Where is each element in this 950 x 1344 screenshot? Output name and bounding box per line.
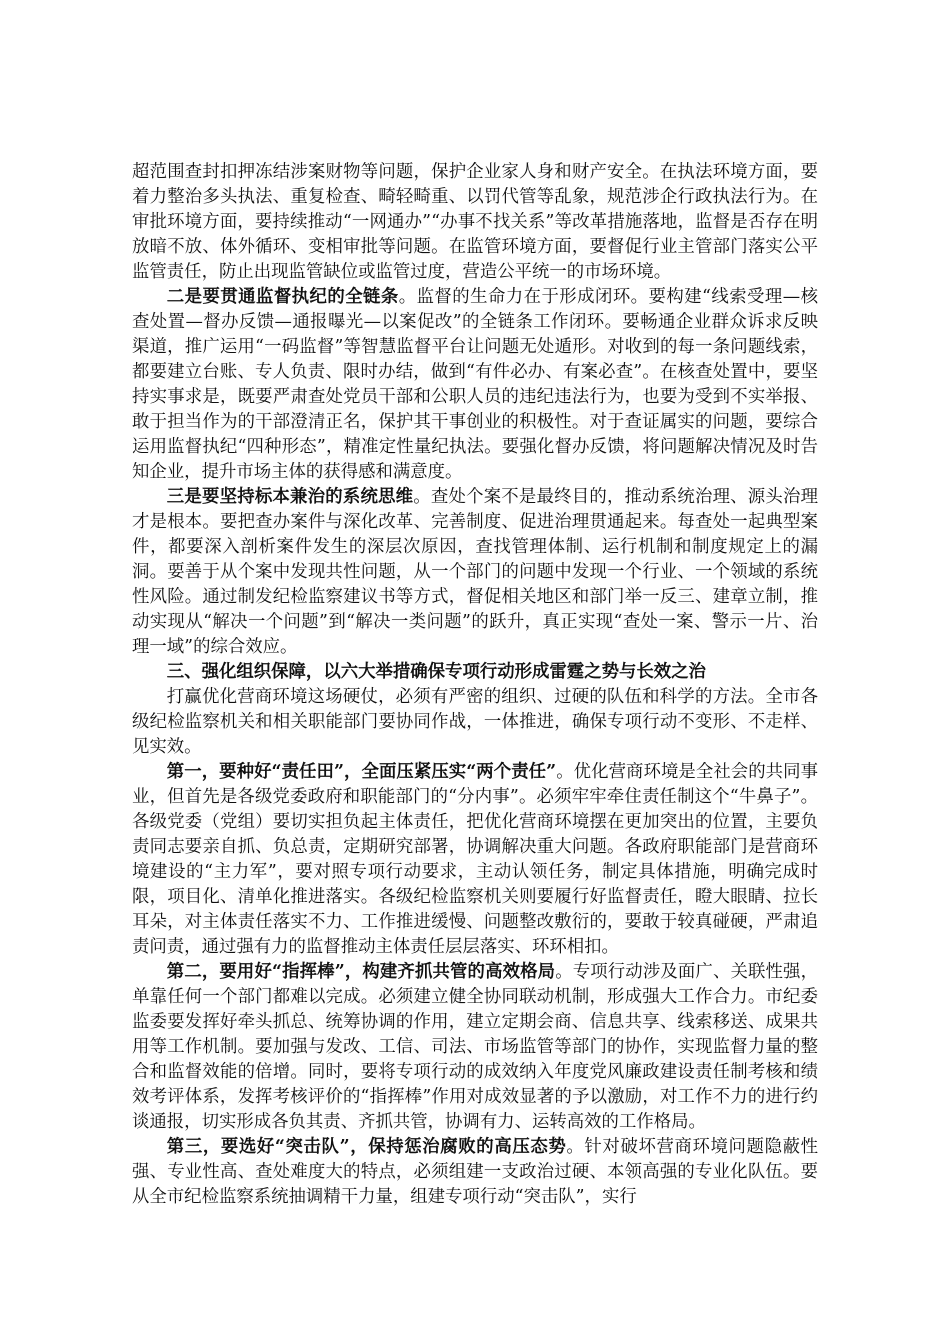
paragraph-text: 打赢优化营商环境这场硬仗，必须有严密的组织、过硬的队伍和科学的方法。全市各级纪检监察机关和相关职能部门要协同作战，一体推进，确保专项行动不变形、不走样、见实效。 [132,687,818,757]
paragraph-intro-organization [132,685,818,760]
paragraph-text: 。优化营商环境是全社会的共同事业，但首先是各级党委政府和职能部门的“分内事”。必须牢牢牵住责任制这个“牛鼻子”。各级党委（党组）要切实担负起主体责任，把优化营商环境摆在更加突出的位置，主要负责同志要亲自抓、负总责，定期研究部署，协调解决重大问题。各政府职能部门是营商环境建设的“主力军”，要对照专项行动要求，主动认领任务，制定具体措施，明确完成时限，项目化、清单化推进落实。各级纪检监察机关则要履行好监督责任，瞪大眼睛、拉长耳朵，对主体责任落实不力、工作推进缓慢、问题整改敷衍的，要敢于较真碰硬，严肃追责问责，通过强有力的监督推动主体责任层层落实、环环相扣。 [132,762,818,957]
paragraph-text: 超范围查封扣押冻结涉案财物等问题，保护企业家人身和财产安全。在执法环境方面，要着力整治多头执法、重复检查、畸轻畸重、以罚代管等乱象，规范涉企行政执法行为。在审批环境方面，要持续推动“一网通办”“办事不找关系”等改革措施落地，监督是否存在明放暗不放、体外循环、变相审批等问题。在监管环境方面，要督促行业主管部门落实公平监管责任，防止出现监管缺位或监管过度，营造公平统一的市场环境。 [132,162,818,282]
paragraph-heading: 三是要坚持标本兼治的系统思维 [166,487,414,507]
paragraph-heading: 二是要贯通监督执纪的全链条 [166,287,399,307]
paragraph-baton [132,960,818,1135]
section-heading: 三、强化组织保障，以六大举措确保专项行动形成雷霆之势与长效之治 [166,662,706,682]
document-body [132,160,818,1210]
paragraph-text: 。监督的生命力在于形成闭环。要构建“线索受理—核查处置—督办反馈—通报曝光—以案促改”的全链条工作闭环。要畅通企业群众诉求反映渠道，推广运用“一码监督”等智慧监督平台让问题无处遁形。对收到的每一条问题线索，都要建立台账、专人负责、限时办结，做到“有件必办、有案必查”。在核查处置中，要坚持实事求是，既要严肃查处党员干部和公职人员的违纪违法行为，也要为受到不实举报、敢于担当作为的干部澄清正名，保护其干事创业的积极性。对于查证属实的问题，要综合运用监督执纪“四种形态”，精准定性量纪执法。要强化督办反馈，将问题解决情况及时告知企业，提升市场主体的获得感和满意度。 [132,287,818,482]
paragraph-text: 。针对破坏营商环境问题隐蔽性强、专业性高、查处难度大的特点，必须组建一支政治过硬、本领高强的专业化队伍。要从全市纪检监察系统抽调精干力量，组建专项行动“突击队”，实行 [132,1137,818,1207]
paragraph-systematic-governance [132,485,818,660]
paragraph-task-force [132,1135,818,1210]
paragraph-heading: 第三，要选好“突击队”，保持惩治腐败的高压态势 [166,1137,567,1157]
paragraph-law-enforcement-environment [132,160,818,285]
paragraph-supervision-chain [132,285,818,485]
paragraph-heading: 第一，要种好“责任田”，全面压紧压实“两个责任” [166,762,557,782]
paragraph-responsibility-field [132,760,818,960]
paragraph-heading: 第二，要用好“指挥棒”，构建齐抓共管的高效格局 [166,962,556,982]
paragraph-text: 。查处个案不是最终目的，推动系统治理、源头治理才是根本。要把查办案件与深化改革、完善制度、促进治理贯通起来。每查处一起典型案件，都要深入剖析案件发生的深层次原因，查找管理体制、运行机制和制度规定上的漏洞。要善于从个案中发现共性问题，从一个部门的问题中发现一个行业、一个领域的系统性风险。通过制发纪检监察建议书等方式，督促相关地区和部门举一反三、建章立制，推动实现从“解决一个问题”到“解决一类问题”的跃升，真正实现“查处一案、警示一片、治理一域”的综合效应。 [132,487,818,657]
section-heading-organizational-guarantee [132,660,818,685]
paragraph-text: 。专项行动涉及面广、关联性强，单靠任何一个部门都难以完成。必须建立健全协同联动机制，形成强大工作合力。市纪委监委要发挥好牵头抓总、统筹协调的作用，建立定期会商、信息共享、线索移送、成果共用等工作机制。要加强与发改、工信、司法、市场监管等部门的协作，实现监督力量的整合和监督效能的倍增。同时，要将专项行动的成效纳入年度党风廉政建设责任制考核和绩效考评体系，发挥考核评价的“指挥棒”作用对成效显著的予以激励，对工作不力的进行约谈通报，切实形成各负其责、齐抓共管，协调有力、运转高效的工作格局。 [132,962,818,1132]
